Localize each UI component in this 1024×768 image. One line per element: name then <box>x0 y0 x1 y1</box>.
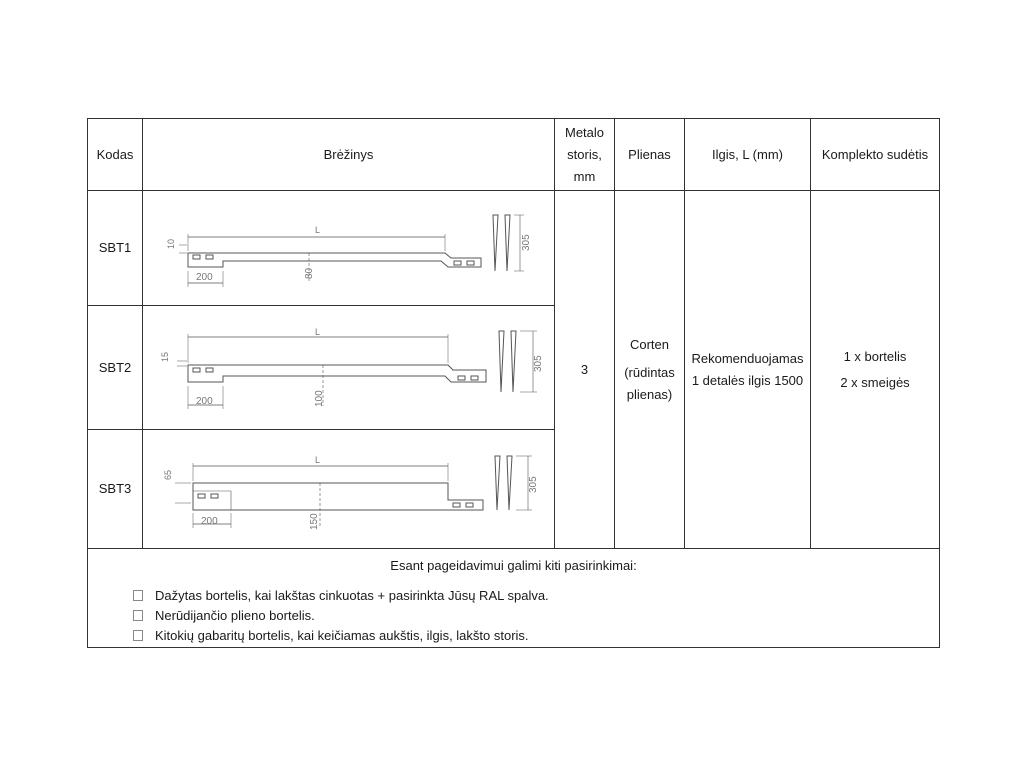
drawing-sbt1 <box>143 191 555 306</box>
dim-base-label: 200 <box>196 396 213 407</box>
kit-value <box>811 191 940 549</box>
edging-drawing-sbt1 <box>143 191 554 305</box>
dim-stake-label: 305 <box>528 476 539 493</box>
steel-line1: Corten <box>629 336 670 352</box>
drawing-sbt3 <box>143 430 555 549</box>
options-list <box>133 586 939 646</box>
dim-height-label: 100 <box>314 390 325 407</box>
length-line2: 1 detalės ilgis 1500 <box>691 372 804 388</box>
dim-stake-label: 305 <box>533 355 544 372</box>
bullet-box-icon <box>133 590 143 601</box>
steel-line3: plienas) <box>626 386 673 402</box>
option-text: Kitokių gabaritų bortelis, kai keičiamas aukštis, ilgis, lakšto storis. <box>155 627 529 643</box>
kit-line2: 2 x smeigės <box>840 374 910 390</box>
option-text: Dažytas bortelis, kai lakštas cinkuotas + pasirinkta Jūsų RAL spalva. <box>155 587 549 603</box>
notes-title: Esant pageidavimui galimi kiti pasirinkimai: <box>390 557 637 573</box>
header-row <box>88 119 940 191</box>
table-row <box>88 191 940 306</box>
list-item <box>133 606 939 626</box>
header-thickness-line2: storis, <box>567 146 602 162</box>
notes-cell <box>88 549 940 648</box>
header-code: Kodas <box>88 119 143 191</box>
header-thickness-line1: Metalo <box>564 124 605 140</box>
drawing-sbt2 <box>143 306 555 430</box>
header-thickness-line3: mm <box>573 168 596 184</box>
dim-offset-label: 15 <box>160 351 170 362</box>
header-steel: Plienas <box>615 119 685 191</box>
bullet-box-icon <box>133 610 143 621</box>
list-item <box>133 626 939 646</box>
dim-length-label: L <box>315 455 321 465</box>
edging-drawing-sbt3 <box>143 430 554 548</box>
dim-stake-label: 305 <box>521 234 532 251</box>
row-code: SBT3 <box>88 430 143 549</box>
edging-drawing-sbt2 <box>143 306 554 429</box>
header-drawing: Brėžinys <box>143 119 555 191</box>
steel-value <box>615 191 685 549</box>
header-kit: Komplekto sudėtis <box>811 119 940 191</box>
header-thickness <box>555 119 615 191</box>
bullet-box-icon <box>133 630 143 641</box>
specification-table <box>87 118 940 648</box>
dim-offset-label: 65 <box>163 469 173 480</box>
dim-base-label: 200 <box>196 272 213 283</box>
dim-length-label: L <box>315 225 321 235</box>
option-text: Nerūdijančio plieno bortelis. <box>155 607 315 623</box>
dim-height-label: 80 <box>304 267 315 279</box>
thickness-value: 3 <box>555 191 615 549</box>
length-line1: Rekomenduojamas <box>691 350 804 366</box>
dim-height-label: 150 <box>309 513 320 530</box>
dim-offset-label: 10 <box>166 238 176 249</box>
row-code: SBT1 <box>88 191 143 306</box>
row-code: SBT2 <box>88 306 143 430</box>
notes-row <box>88 549 940 648</box>
dim-base-label: 200 <box>201 516 218 527</box>
steel-line2: (rūdintas <box>624 364 675 380</box>
dim-length-label: L <box>315 327 321 337</box>
list-item <box>133 586 939 606</box>
header-length: Ilgis, L (mm) <box>685 119 811 191</box>
kit-line1: 1 x bortelis <box>843 348 907 364</box>
length-value <box>685 191 811 549</box>
